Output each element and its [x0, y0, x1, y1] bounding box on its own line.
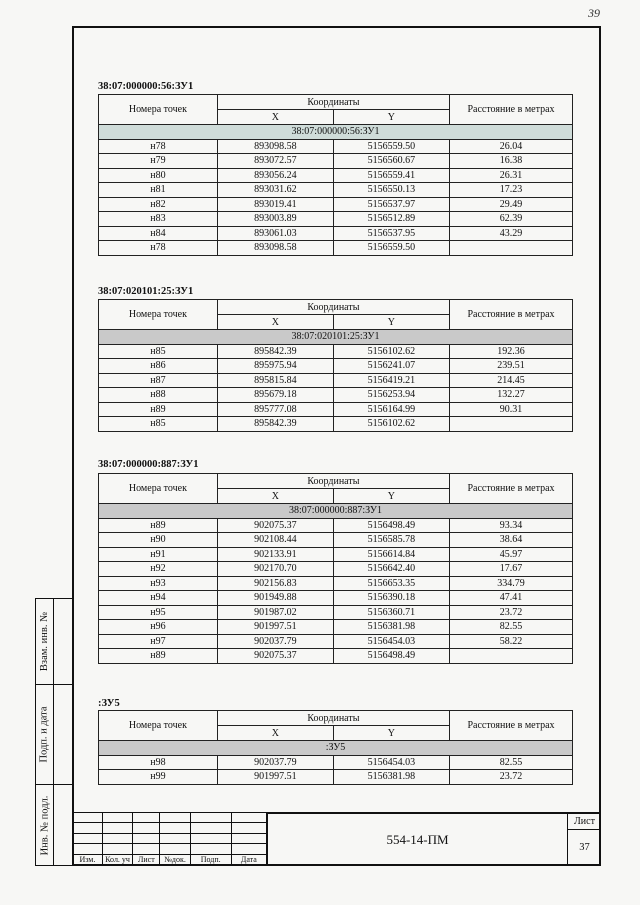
table-body: [99, 755, 573, 784]
point-id-cell: н89: [99, 518, 218, 533]
coordinates-table: [98, 299, 573, 432]
y-cell: 5156102.62: [333, 417, 449, 432]
side-vzam-inv: Взам. инв. №: [39, 611, 51, 672]
distance-cell: 239.51: [449, 359, 572, 374]
header-points: Номера точек: [99, 95, 218, 125]
point-id-cell: н80: [99, 168, 218, 183]
distance-cell: 82.55: [449, 620, 572, 635]
table-body: [99, 344, 573, 431]
y-cell: 5156381.98: [333, 770, 449, 785]
distance-cell: 132.27: [449, 388, 572, 403]
header-y: Y: [333, 726, 449, 741]
table-row: [99, 518, 573, 533]
point-id-cell: н90: [99, 533, 218, 548]
distance-cell: 38.64: [449, 533, 572, 548]
distance-cell: [449, 649, 572, 664]
x-cell: 895842.39: [217, 417, 333, 432]
table-row: [99, 605, 573, 620]
x-cell: 901987.02: [217, 605, 333, 620]
point-id-cell: н93: [99, 576, 218, 591]
coordinates-table: [98, 710, 573, 785]
x-cell: 895679.18: [217, 388, 333, 403]
table-row: [99, 359, 573, 374]
table-row: [99, 139, 573, 154]
point-id-cell: н91: [99, 547, 218, 562]
y-cell: 5156253.94: [333, 388, 449, 403]
table-body: [99, 139, 573, 255]
table-row: [99, 576, 573, 591]
side-stamp: [35, 598, 72, 866]
x-cell: 901997.51: [217, 770, 333, 785]
point-id-cell: н95: [99, 605, 218, 620]
x-cell: 893072.57: [217, 154, 333, 169]
x-cell: 893031.62: [217, 183, 333, 198]
section-band: 38:07:020101:25:ЗУ1: [99, 330, 573, 345]
y-cell: 5156381.98: [333, 620, 449, 635]
y-cell: 5156559.50: [333, 241, 449, 256]
header-distance: Расстояние в метрах: [449, 300, 572, 330]
header-x: X: [217, 726, 333, 741]
sheet-number: 37: [579, 842, 590, 853]
table-body: [99, 518, 573, 663]
table-row: [99, 197, 573, 212]
x-cell: 902075.37: [217, 649, 333, 664]
y-cell: 5156498.49: [333, 518, 449, 533]
point-id-cell: н82: [99, 197, 218, 212]
y-cell: 5156642.40: [333, 562, 449, 577]
distance-cell: 334.79: [449, 576, 572, 591]
table-row: [99, 533, 573, 548]
distance-cell: 29.49: [449, 197, 572, 212]
table-row: [99, 168, 573, 183]
header-coords: Координаты: [217, 474, 449, 489]
y-cell: 5156419.21: [333, 373, 449, 388]
sheet-label: Лист: [568, 814, 601, 830]
table-row: [99, 770, 573, 785]
x-cell: 893003.89: [217, 212, 333, 227]
x-cell: 893019.41: [217, 197, 333, 212]
section-title: 38:07:020101:25:ЗУ1: [98, 286, 194, 297]
point-id-cell: н97: [99, 634, 218, 649]
point-id-cell: н79: [99, 154, 218, 169]
y-cell: 5156653.35: [333, 576, 449, 591]
distance-cell: 58.22: [449, 634, 572, 649]
y-cell: 5156537.95: [333, 226, 449, 241]
tb-col-list: Лист: [133, 854, 160, 865]
distance-cell: 16.38: [449, 154, 572, 169]
table-row: [99, 212, 573, 227]
distance-cell: 62.39: [449, 212, 572, 227]
revision-grid: [72, 812, 267, 866]
side-inv-podl: Инв. № подл.: [39, 795, 51, 856]
table-row: [99, 591, 573, 606]
y-cell: 5156454.03: [333, 755, 449, 770]
tb-col-izm: Изм.: [73, 854, 103, 865]
point-id-cell: н99: [99, 770, 218, 785]
header-points: Номера точек: [99, 474, 218, 504]
header-y: Y: [333, 315, 449, 330]
distance-cell: 93.34: [449, 518, 572, 533]
table-row: [99, 241, 573, 256]
point-id-cell: н92: [99, 562, 218, 577]
table-row: [99, 154, 573, 169]
y-cell: 5156559.50: [333, 139, 449, 154]
point-id-cell: н89: [99, 402, 218, 417]
distance-cell: 82.55: [449, 755, 572, 770]
header-coords: Координаты: [217, 300, 449, 315]
table-row: [99, 634, 573, 649]
distance-cell: 23.72: [449, 605, 572, 620]
tb-col-kol-uch: Кол. уч: [102, 854, 133, 865]
x-cell: 902156.83: [217, 576, 333, 591]
distance-cell: 45.97: [449, 547, 572, 562]
table-row: [99, 226, 573, 241]
point-id-cell: н83: [99, 212, 218, 227]
header-distance: Расстояние в метрах: [449, 95, 572, 125]
table-row: [99, 547, 573, 562]
handwritten-page-number: 39: [588, 6, 600, 20]
coordinates-table: [98, 473, 573, 664]
point-id-cell: н78: [99, 241, 218, 256]
coordinates-table: [98, 94, 573, 256]
point-id-cell: н84: [99, 226, 218, 241]
y-cell: 5156614.84: [333, 547, 449, 562]
x-cell: 895815.84: [217, 373, 333, 388]
distance-cell: 192.36: [449, 344, 572, 359]
point-id-cell: н96: [99, 620, 218, 635]
point-id-cell: н81: [99, 183, 218, 198]
section-band: 38:07:000000:56:ЗУ1: [99, 125, 573, 140]
y-cell: 5156585.78: [333, 533, 449, 548]
section-title: :ЗУ5: [98, 698, 120, 709]
document-code: 554-14-ПМ: [267, 812, 567, 866]
sheet-box: [567, 812, 601, 866]
x-cell: 895842.39: [217, 344, 333, 359]
y-cell: 5156498.49: [333, 649, 449, 664]
y-cell: 5156560.67: [333, 154, 449, 169]
header-coords: Координаты: [217, 711, 449, 726]
y-cell: 5156454.03: [333, 634, 449, 649]
distance-cell: [449, 417, 572, 432]
y-cell: 5156164.99: [333, 402, 449, 417]
y-cell: 5156550.13: [333, 183, 449, 198]
table-row: [99, 620, 573, 635]
distance-cell: 90.31: [449, 402, 572, 417]
header-coords: Координаты: [217, 95, 449, 110]
side-podp-data: Подп. и дата: [39, 705, 51, 763]
distance-cell: 214.45: [449, 373, 572, 388]
y-cell: 5156559.41: [333, 168, 449, 183]
x-cell: 902075.37: [217, 518, 333, 533]
distance-cell: 43.29: [449, 226, 572, 241]
x-cell: 902037.79: [217, 755, 333, 770]
header-points: Номера точек: [99, 711, 218, 741]
section-title: 38:07:000000:56:ЗУ1: [98, 81, 194, 92]
section-title: 38:07:000000:887:ЗУ1: [98, 459, 199, 470]
side-stamp-divider: [53, 599, 54, 865]
point-id-cell: н87: [99, 373, 218, 388]
x-cell: 901949.88: [217, 591, 333, 606]
header-y: Y: [333, 489, 449, 504]
table-row: [99, 755, 573, 770]
tb-col-podp: Подп.: [190, 854, 231, 865]
header-x: X: [217, 315, 333, 330]
table-row: [99, 388, 573, 403]
x-cell: 901997.51: [217, 620, 333, 635]
distance-cell: 47.41: [449, 591, 572, 606]
header-distance: Расстояние в метрах: [449, 474, 572, 504]
table-row: [99, 402, 573, 417]
y-cell: 5156360.71: [333, 605, 449, 620]
distance-cell: 26.04: [449, 139, 572, 154]
title-block: [72, 812, 601, 866]
distance-cell: 23.72: [449, 770, 572, 785]
table-row: [99, 562, 573, 577]
distance-cell: 26.31: [449, 168, 572, 183]
y-cell: 5156102.62: [333, 344, 449, 359]
tb-col-data: Дата: [231, 854, 266, 865]
point-id-cell: н88: [99, 388, 218, 403]
x-cell: 895975.94: [217, 359, 333, 374]
table-row: [99, 417, 573, 432]
point-id-cell: н85: [99, 417, 218, 432]
y-cell: 5156512.89: [333, 212, 449, 227]
distance-cell: [449, 241, 572, 256]
y-cell: 5156241.07: [333, 359, 449, 374]
header-distance: Расстояние в метрах: [449, 711, 572, 741]
y-cell: 5156390.18: [333, 591, 449, 606]
section-band: :ЗУ5: [99, 741, 573, 756]
tb-col-ndok: №док.: [160, 854, 190, 865]
point-id-cell: н86: [99, 359, 218, 374]
table-row: [99, 373, 573, 388]
x-cell: 902133.91: [217, 547, 333, 562]
header-x: X: [217, 489, 333, 504]
table-row: [99, 649, 573, 664]
point-id-cell: н78: [99, 139, 218, 154]
table-row: [99, 183, 573, 198]
distance-cell: 17.23: [449, 183, 572, 198]
y-cell: 5156537.97: [333, 197, 449, 212]
x-cell: 893098.58: [217, 241, 333, 256]
header-y: Y: [333, 110, 449, 125]
x-cell: 893061.03: [217, 226, 333, 241]
header-points: Номера точек: [99, 300, 218, 330]
x-cell: 902037.79: [217, 634, 333, 649]
table-row: [99, 344, 573, 359]
section-band: 38:07:000000:887:ЗУ1: [99, 504, 573, 519]
x-cell: 893056.24: [217, 168, 333, 183]
distance-cell: 17.67: [449, 562, 572, 577]
x-cell: 893098.58: [217, 139, 333, 154]
point-id-cell: н85: [99, 344, 218, 359]
x-cell: 902108.44: [217, 533, 333, 548]
x-cell: 902170.70: [217, 562, 333, 577]
point-id-cell: н89: [99, 649, 218, 664]
point-id-cell: н94: [99, 591, 218, 606]
header-x: X: [217, 110, 333, 125]
x-cell: 895777.08: [217, 402, 333, 417]
point-id-cell: н98: [99, 755, 218, 770]
